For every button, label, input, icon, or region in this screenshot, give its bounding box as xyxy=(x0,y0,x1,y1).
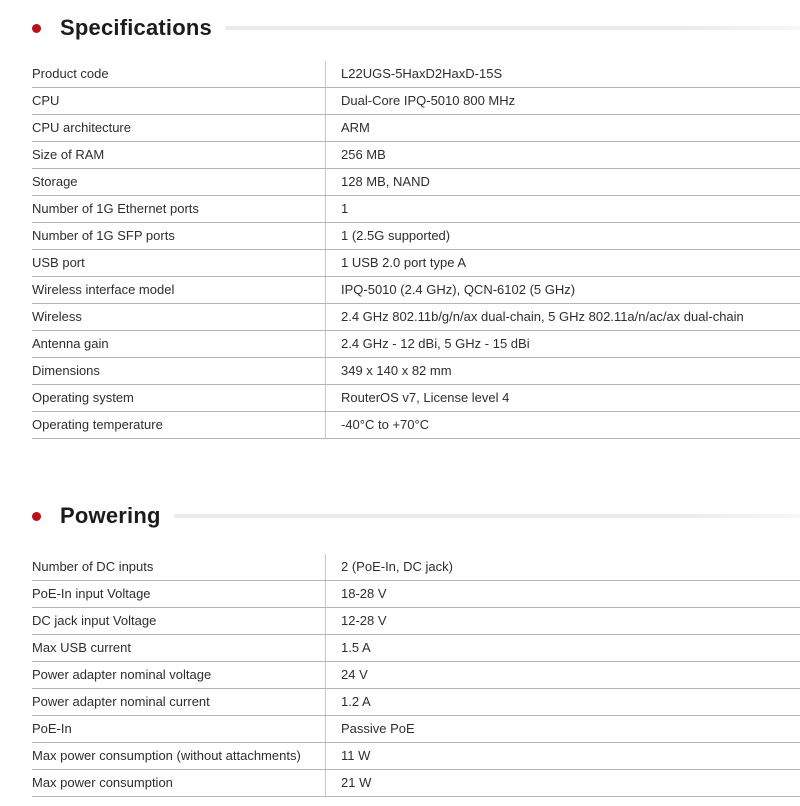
spec-value: RouterOS v7, License level 4 xyxy=(325,385,800,411)
spec-table-specifications xyxy=(32,61,800,439)
spec-section-specifications xyxy=(0,14,800,439)
table-row xyxy=(32,581,800,608)
spec-label: USB port xyxy=(32,255,85,270)
section-divider-rule xyxy=(174,514,800,518)
spec-value: ARM xyxy=(325,115,800,141)
section-header xyxy=(0,14,800,42)
spec-label: Product code xyxy=(32,66,109,81)
spec-value: L22UGS-5HaxD2HaxD-15S xyxy=(325,61,800,87)
spec-value: Passive PoE xyxy=(325,716,800,742)
spec-table-powering xyxy=(32,554,800,797)
section-title: Specifications xyxy=(60,15,212,40)
spec-value: 12-28 V xyxy=(325,608,800,634)
spec-label: Max power consumption (without attachments) xyxy=(32,748,301,763)
section-bullet-icon xyxy=(32,24,41,33)
table-row xyxy=(32,358,800,385)
spec-label: CPU xyxy=(32,93,60,108)
spec-label: Antenna gain xyxy=(32,336,109,351)
sections-container xyxy=(0,14,800,797)
spec-value: 256 MB xyxy=(325,142,800,168)
spec-label: PoE-In input Voltage xyxy=(32,586,151,601)
spec-label: Number of DC inputs xyxy=(32,559,154,574)
table-row xyxy=(32,743,800,770)
table-row xyxy=(32,223,800,250)
spec-label: Wireless interface model xyxy=(32,282,175,297)
spec-value: 1 (2.5G supported) xyxy=(325,223,800,249)
section-header xyxy=(0,502,800,530)
spec-value: Dual-Core IPQ-5010 800 MHz xyxy=(325,88,800,114)
spec-section-powering xyxy=(0,502,800,797)
spec-label: CPU architecture xyxy=(32,120,131,135)
spec-value: -40°C to +70°C xyxy=(325,412,800,438)
spec-label: Dimensions xyxy=(32,363,100,378)
spec-value: 1.5 A xyxy=(325,635,800,661)
spec-label: PoE-In xyxy=(32,721,72,736)
table-row xyxy=(32,331,800,358)
table-row xyxy=(32,196,800,223)
spec-value: 24 V xyxy=(325,662,800,688)
spec-label: Power adapter nominal voltage xyxy=(32,667,212,682)
table-row xyxy=(32,61,800,88)
table-row xyxy=(32,115,800,142)
spec-label: Max USB current xyxy=(32,640,131,655)
spec-value: 2.4 GHz - 12 dBi, 5 GHz - 15 dBi xyxy=(325,331,800,357)
spec-value: 2.4 GHz 802.11b/g/n/ax dual-chain, 5 GHz 802.11a/n/ac/ax dual-chain xyxy=(325,304,800,330)
table-row xyxy=(32,554,800,581)
spec-label: DC jack input Voltage xyxy=(32,613,157,628)
spec-value: 2 (PoE-In, DC jack) xyxy=(325,554,800,580)
table-row xyxy=(32,716,800,743)
table-row xyxy=(32,635,800,662)
table-row xyxy=(32,142,800,169)
spec-value: 128 MB, NAND xyxy=(325,169,800,195)
spec-label: Operating temperature xyxy=(32,417,163,432)
spec-label: Number of 1G SFP ports xyxy=(32,228,175,243)
table-row xyxy=(32,770,800,797)
table-row xyxy=(32,304,800,331)
spec-value: 21 W xyxy=(325,770,800,796)
section-bullet-icon xyxy=(32,512,41,521)
table-row xyxy=(32,169,800,196)
table-row xyxy=(32,689,800,716)
table-row xyxy=(32,385,800,412)
spec-label: Storage xyxy=(32,174,78,189)
spec-label: Number of 1G Ethernet ports xyxy=(32,201,199,216)
table-row xyxy=(32,608,800,635)
spec-value: 18-28 V xyxy=(325,581,800,607)
spec-label: Max power consumption xyxy=(32,775,173,790)
spec-value: 1 xyxy=(325,196,800,222)
spec-value: 1 USB 2.0 port type A xyxy=(325,250,800,276)
section-divider-rule xyxy=(225,26,800,30)
spec-value: 349 x 140 x 82 mm xyxy=(325,358,800,384)
spec-label: Size of RAM xyxy=(32,147,105,162)
spec-label: Wireless xyxy=(32,309,82,324)
section-title: Powering xyxy=(60,503,161,528)
table-row xyxy=(32,250,800,277)
table-row xyxy=(32,412,800,439)
table-row xyxy=(32,88,800,115)
spec-value: 1.2 A xyxy=(325,689,800,715)
spec-value: 11 W xyxy=(325,743,800,769)
table-row xyxy=(32,277,800,304)
spec-label: Operating system xyxy=(32,390,134,405)
table-row xyxy=(32,662,800,689)
spec-label: Power adapter nominal current xyxy=(32,694,210,709)
spec-value: IPQ-5010 (2.4 GHz), QCN-6102 (5 GHz) xyxy=(325,277,800,303)
